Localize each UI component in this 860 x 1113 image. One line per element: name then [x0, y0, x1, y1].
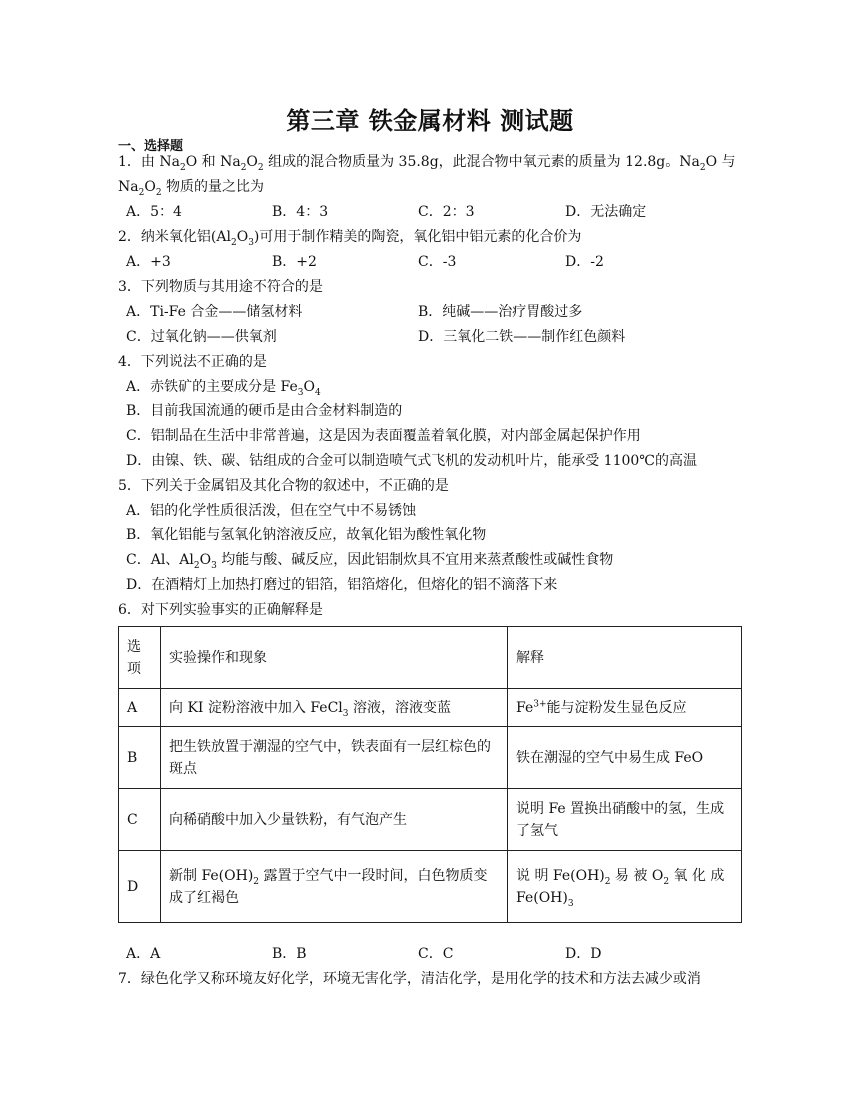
- question-1-option-d[interactable]: D．无法确定: [565, 204, 647, 220]
- question-7-stem: 7．绿色化学又称环境友好化学，环境无害化学，清洁化学，是用化学的技术和方法去减少或消: [118, 971, 701, 987]
- question-6-stem: 6．对下列实验事实的正确解释是: [118, 602, 323, 618]
- question-6-option-c[interactable]: C．C: [418, 946, 454, 962]
- question-2-option-a[interactable]: A．+3: [126, 254, 171, 270]
- row-d-explanation: 说 明 $Fe(OH)_2$ 易 被 $O_2$ 氧 化 成 $Fe(OH)_3$: [508, 851, 742, 923]
- row-a-operation: 向 KI 淀粉溶液中加入 FeCl$_3$ 溶液，溶液变蓝: [161, 689, 508, 727]
- experiment-table: [118, 626, 742, 923]
- question-1-stem-cont: $Na_2O_2$ 物质的量之比为: [118, 179, 265, 198]
- question-3-stem: 3．下列物质与其用途不符合的是: [118, 279, 323, 295]
- row-b-operation: 把生铁放置于潮湿的空气中，铁表面有一层红棕色的斑点: [161, 727, 508, 789]
- question-1-stem: 1．由 $Na_2O$ 和 $Na_2O_2$ 组成的混合物质量为 35.8g，此混合物中氧元素的质量为 12.8g。$Na_2O$ 与: [118, 154, 736, 173]
- question-6-option-b[interactable]: B．B: [272, 946, 307, 962]
- question-4-option-b[interactable]: B．目前我国流通的硬币是由合金材料制造的: [126, 403, 403, 419]
- question-3-option-b[interactable]: B．纯碱——治疗胃酸过多: [418, 304, 583, 320]
- question-4-option-c[interactable]: C．铝制品在生活中非常普遍，这是因为表面覆盖着氧化膜，对内部金属起保护作用: [126, 428, 641, 444]
- header-option: 选 项: [119, 627, 161, 689]
- row-d-operation: 新制 $Fe(OH)_2$ 露置于空气中一段时间，白色物质变成了红褐色: [161, 851, 508, 923]
- question-1-option-c[interactable]: C．2：3: [418, 204, 475, 220]
- question-3-option-c[interactable]: C．过氧化钠——供氧剂: [126, 329, 277, 345]
- question-1-option-b[interactable]: B．4：3: [272, 204, 329, 220]
- question-2-option-c[interactable]: C．-3: [418, 254, 457, 270]
- row-b-key: B: [119, 727, 161, 789]
- question-4-option-d[interactable]: D．由镍、铁、碳、钴组成的合金可以制造喷气式飞机的发动机叶片，能承受 1100℃的高温: [126, 453, 697, 469]
- table-row: [119, 789, 742, 851]
- question-3-option-d[interactable]: D．三氧化二铁——制作红色颜料: [418, 329, 626, 345]
- question-2-stem: 2．纳米氧化铝$(Al_2O_3)$可用于制作精美的陶瓷，氧化铝中铝元素的化合价为: [118, 229, 582, 248]
- question-5-stem: 5．下列关于金属铝及其化合物的叙述中，不正确的是: [118, 478, 449, 494]
- question-3-option-a[interactable]: A．Ti-Fe 合金——储氢材料: [126, 304, 303, 320]
- question-5-option-a[interactable]: A．铝的化学性质很活泼，但在空气中不易锈蚀: [126, 503, 417, 519]
- question-2-option-b[interactable]: B．+2: [272, 254, 317, 270]
- question-1-option-a[interactable]: A．5：4: [126, 204, 182, 220]
- row-a-explanation: $Fe^{3+}$能与淀粉发生显色反应: [508, 689, 742, 727]
- question-5-option-d[interactable]: D．在酒精灯上加热打磨过的铝箔，铝箔熔化，但熔化的铝不滴落下来: [126, 577, 558, 593]
- row-c-operation: 向稀硝酸中加入少量铁粉，有气泡产生: [161, 789, 508, 851]
- table-header-row: [119, 627, 742, 689]
- header-operation: 实验操作和现象: [161, 627, 508, 689]
- table-row: [119, 689, 742, 727]
- question-6-option-d[interactable]: D．D: [565, 946, 602, 962]
- question-5-option-c[interactable]: C．Al、$Al_2O_3$ 均能与酸、碱反应，因此铝制炊具不宜用来蒸煮酸性或碱性食物: [126, 552, 614, 571]
- header-explanation: 解释: [508, 627, 742, 689]
- question-6-option-a[interactable]: A．A: [126, 946, 161, 962]
- row-c-explanation: 说明 Fe 置换出硝酸中的氢，生成了氢气: [508, 789, 742, 851]
- question-4-stem: 4．下列说法不正确的是: [118, 354, 267, 370]
- question-5-option-b[interactable]: B．氧化铝能与氢氧化钠溶液反应，故氧化铝为酸性氧化物: [126, 527, 487, 543]
- row-d-key: D: [119, 851, 161, 923]
- row-b-explanation: 铁在潮湿的空气中易生成 FeO: [508, 727, 742, 789]
- question-4-option-a[interactable]: A．赤铁矿的主要成分是 $Fe_3O_4$: [126, 379, 321, 398]
- page-title: 第三章 铁金属材料 测试题: [286, 107, 574, 135]
- row-c-key: C: [119, 789, 161, 851]
- section-heading: 一、选择题: [118, 139, 184, 154]
- row-a-key: A: [119, 689, 161, 727]
- table-row: [119, 727, 742, 789]
- table-row: [119, 851, 742, 923]
- question-2-option-d[interactable]: D．-2: [565, 254, 604, 270]
